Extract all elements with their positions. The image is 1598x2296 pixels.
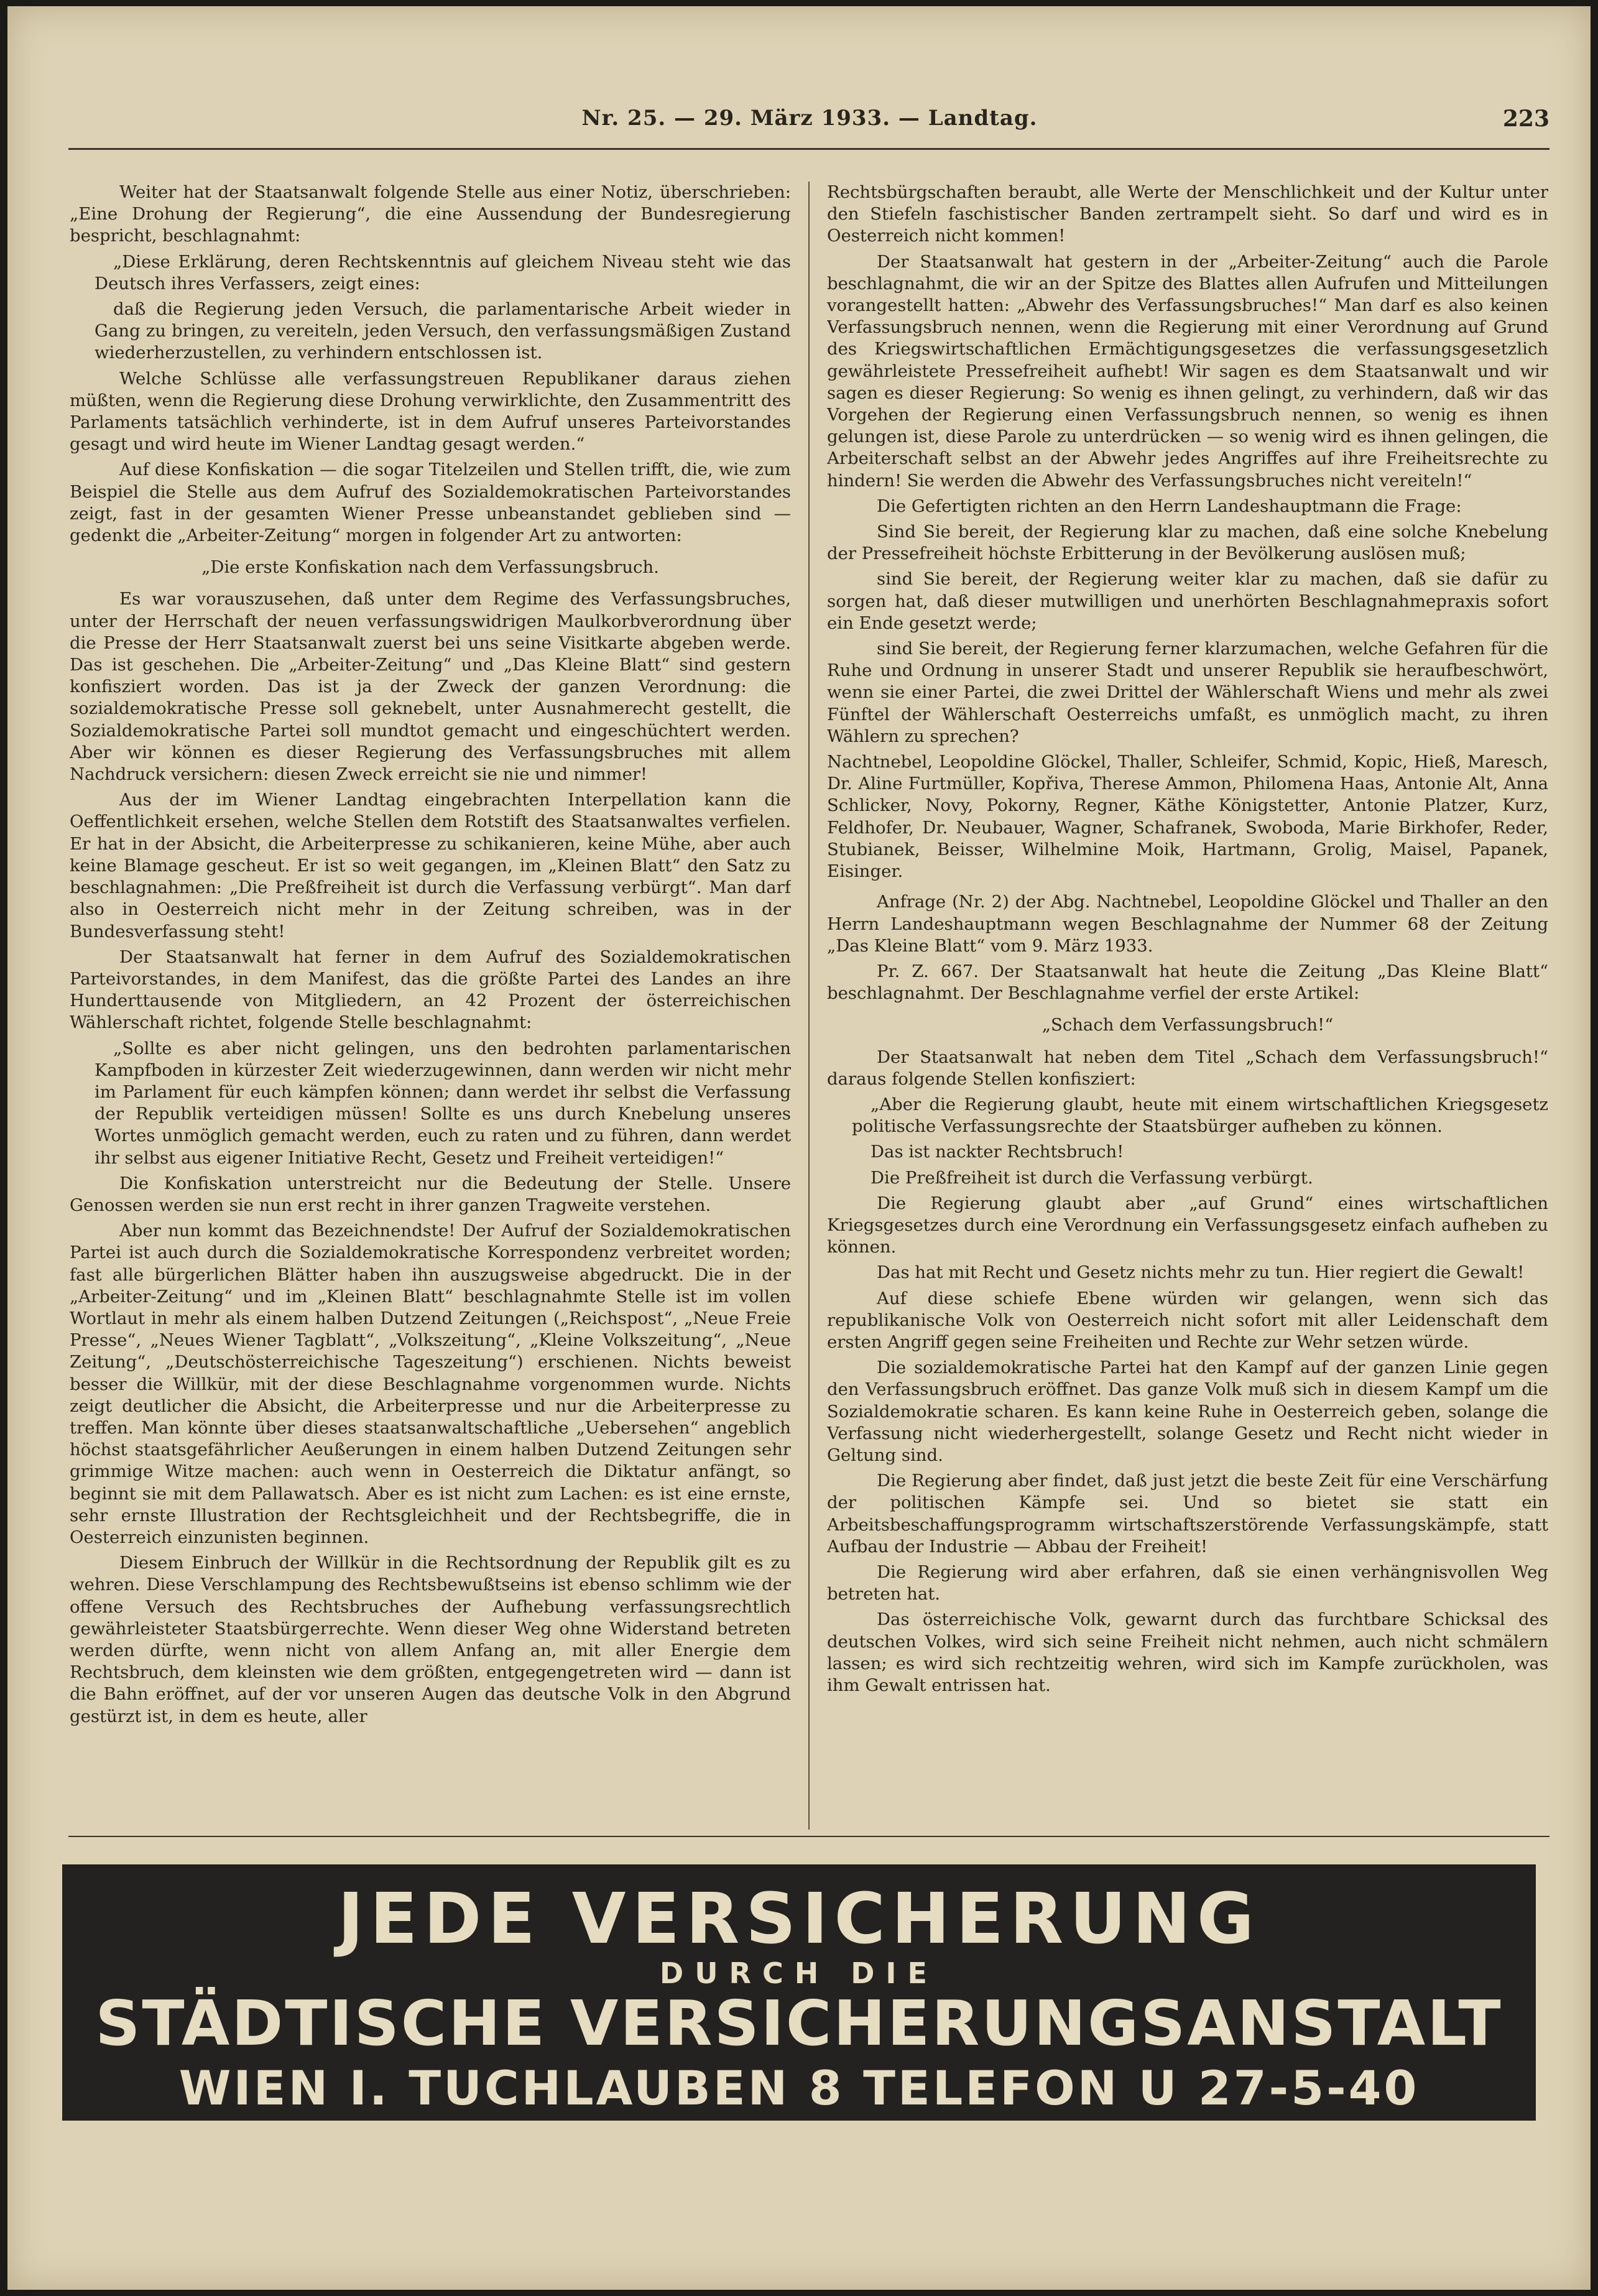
paragraph: Aus der im Wiener Landtag eingebrachten Interpellation kann die Oeffentlichkeit ersehen, welche Stellen dem Rotstift des Staatsanwaltes verfielen. Er hat in der Absicht, die Arbeiterpresse zu schikanieren, keine Mühe, aber auch keine Blamage gescheut. Er ist so weit gegangen, im „Kleinen Blatt“ den Satz zu beschlagnahmen: „Die Preßfreiheit ist durch die Verfassung verbürgt“. Man darf also in Oesterreich nicht mehr in der Zeitung schreiben, was in der Bundesverfassung steht!	[70, 790, 791, 942]
paragraph: Diesem Einbruch der Willkür in die Rechtsordnung der Republik gilt es zu wehren. Diese Verschlampung des Rechtsbewußtseins ist ebenso schlimm wie der offene Versuch des Rechtsbruches der Aufhebung verfassungsrechtlich gewährleisteter Staatsbürgerrechte. Wenn dieser Weg ohne Widerstand betreten werden dürfte, wenn nicht von allem Anfang an, mit aller Energie dem Rechtsbruch, dem kleinsten wie dem größten, entgegengetreten wird — dann ist die Bahn eröffnet, auf der vor unseren Augen das deutsche Volk in den Abgrund gestürzt ist, in dem es heute, aller	[70, 1553, 791, 1726]
quote-paragraph: „Diese Erklärung, deren Rechtskenntnis auf gleichem Niveau steht wie das Deutsch ihres Verfassers, zeigt eines:	[95, 251, 791, 294]
quote-paragraph: Die Preßfreiheit ist durch die Verfassung verbürgt.	[871, 1167, 1313, 1188]
left-column	[70, 182, 791, 1842]
ad-address: WIEN I. TUCHLAUBEN 8 TELEFON U 27-5-40	[178, 2060, 1420, 2116]
paragraph: Der Staatsanwalt hat ferner in dem Aufruf des Sozialdemokratischen Parteivorstandes, in dem Manifest, das die größte Partei des Landes an ihre Hunderttausende von Mitgliedern, an 42 Prozent der österreichischen Wählerschaft richtet, folgende Stelle beschlagnahmt:	[70, 947, 791, 1033]
paragraph: Auf diese Konfiskation — die sogar Titelzeilen und Stellen trifft, die, wie zum Beispiel die Stelle aus dem Aufruf des Sozialdemokratischen Parteivorstandes zeigt, fast in der gesamten Wiener Presse unbeanstandet geblieben sind — gedenkt die „Arbeiter-Zeitung“ morgen in folgender Art zu antworten:	[70, 460, 791, 546]
quote-paragraph: „Sollte es aber nicht gelingen, uns den bedrohten parlamentarischen Kampfboden in kürzester Zeit wiederzugewinnen, dann werden wir nicht mehr im Parlament für euch kämpfen können; dann werdet ihr selbst die Verfassung der Republik verteidigen müssen! Sollte es uns durch Knebelung unseres Wortes unmöglich gemacht werden, euch zu raten und zu führen, dann werdet ihr selbst aus eigener Initiative Recht, Gesetz und Freiheit verteidigen!“	[95, 1038, 791, 1168]
paragraph: Auf diese schiefe Ebene würden wir gelangen, wenn sich das republikanische Volk von Oesterreich nicht sofort mit aller Leidenschaft dem ersten Angriff gegen seine Freiheiten und Rechte zur Wehr setzen würde.	[827, 1288, 1548, 1352]
paragraph: Die Regierung glaubt aber „auf Grund“ eines wirtschaftlichen Kriegsgesetzes durch eine Verordnung ein Verfassungsgesetz einfach aufheben zu können.	[827, 1193, 1548, 1257]
signatories: Nachtnebel, Leopoldine Glöckel, Thaller, Schleifer, Schmid, Kopic, Hieß, Maresch, Dr. Aline Furtmüller, Kopřiva, Therese Ammon, Philomena Haas, Antonie Alt, Anna Schlicker, Novy, Pokorny, Regner, Käthe Königstetter, Antonie Platzer, Kurz, Feldhofer, Dr. Neubauer, Wagner, Schafranek, Swoboda, Marie Birkhofer, Reder, Stubianek, Beisser, Wilhelmine Moik, Hartmann, Grolig, Maisel, Papanek, Eisinger.	[827, 752, 1548, 882]
quote-paragraph: „Aber die Regierung glaubt, heute mit einem wirtschaftlichen Kriegsgesetz politische Verfassungsrechte der Staatsbürger aufheben zu können.	[852, 1094, 1548, 1137]
ad-company-name: STÄDTISCHE VERSICHERUNGSANSTALT	[95, 1987, 1503, 2060]
paragraph: Der Staatsanwalt hat gestern in der „Arbeiter-Zeitung“ auch die Parole beschlagnahmt, die wir an der Spitze des Blattes allen Aufrufen und Mitteilungen vorangestellt hatten: „Abwehr des Verfassungsbruches!“ Man darf es also keinen Verfassungsbruch nennen, wenn die Regierung mit einer Verordnung auf Grund des Kriegswirtschaftlichen Ermächtigungsgesetzes die verfassungsgesetzlich gewährleistete Pressefreiheit aufhebt! Wir sagen es dem Staatsanwalt und wir sagen es dieser Regierung: So wenig es ihnen gelingt, zu verhindern, daß wir das Vorgehen der Regierung einen Verfassungsbruch nennen, so wenig es ihnen gelungen ist, diese Parole zu unterdrücken — so wenig wird es ihnen gelingen, die Arbeiterschaft selbst an der Abwehr jedes Angriffes auf ihre Freiheitsrechte zu hindern! Sie werden die Abwehr des Verfassungsbruches nicht vereiteln!“	[827, 251, 1548, 491]
paragraph: Das österreichische Volk, gewarnt durch das furchtbare Schicksal des deutschen Volkes, wird sich seine Freiheit nicht nehmen, auch nicht schmälern lassen; es wird sich rechtzeitig wehren, wird sich im Kampfe zurückholen, was ihm Gewalt entrissen hat.	[827, 1609, 1548, 1695]
paragraph: Die Regierung wird aber erfahren, daß sie einen verhängnisvollen Weg betreten hat.	[827, 1562, 1548, 1604]
ad-headline: JEDE VERSICHERUNG	[338, 1879, 1260, 1960]
question-paragraph: sind Sie bereit, der Regierung weiter klar zu machen, daß sie dafür zu sorgen hat, daß dieser mutwilligen und unerhörten Beschlagnahmepraxis sofort ein Ende gesetzt werde;	[827, 569, 1548, 633]
question-paragraph: sind Sie bereit, der Regierung ferner klarzumachen, welche Gefahren für die Ruhe und Ordnung in unserer Stadt und unserer Republik sie heraufbeschwört, wenn sie einer Partei, die zwei Drittel der Wählerschaft Wiens und mehr als zwei Fünftel der Wählerschaft Oesterreichs umfaßt, es unmöglich macht, zu ihren Wählern zu sprechen?	[827, 639, 1548, 746]
header-rule	[68, 148, 1550, 150]
quote-paragraph: daß die Regierung jeden Versuch, die parlamentarische Arbeit wieder in Gang zu bringen, zu vereiteln, jeden Versuch, den verfassungsmäßigen Zustand wiederherzustellen, zu verhindern entschlossen ist.	[95, 299, 791, 363]
article-heading: „Schach dem Verfassungsbruch!“	[1041, 1015, 1334, 1035]
paragraph: Es war vorauszusehen, daß unter dem Regime des Verfassungsbruches, unter der Herrschaft der neuen verfassungswidrigen Maulkorbverordnung über die Presse der Herr Staatsanwalt zuerst bei uns seine Visitkarte abgeben werde. Das ist geschehen. Die „Arbeiter-Zeitung“ und „Das Kleine Blatt“ sind gestern konfisziert worden. Das ist ja der Zweck der ganzen Verordnung: die sozialdemokratische Presse soll geknebelt, unter Ausnahmerecht gestellt, die Sozialdemokratische Partei soll mundtot gemacht und eingeschüchtert werden. Aber wir können es dieser Regierung des Verfassungsbruches mit allem Nachdruck versichern: diesen Zweck erreicht sie nie und nimmer!	[70, 589, 791, 785]
insurance-advertisement	[62, 1864, 1536, 2121]
page-header	[70, 106, 1550, 149]
paragraph: Die sozialdemokratische Partei hat den Kampf auf der ganzen Linie gegen den Verfassungsbruch eröffnet. Das ganze Volk muß sich in diesem Kampf um die Sozialdemokratie scharen. Es kann keine Ruhe in Oesterreich geben, solange die Verfassung nicht wiederhergestellt, solange Gesetz und Recht nicht wieder in Geltung sind.	[827, 1358, 1548, 1465]
page-number: 223	[1502, 106, 1550, 132]
paragraph: Aber nun kommt das Bezeichnendste! Der Aufruf der Sozialdemokratischen Partei ist auch durch die Sozialdemokratische Korrespondenz verbreitet worden; fast alle bürgerlichen Blätter haben ihn auszugsweise abgedruckt. Die in der „Arbeiter-Zeitung“ und im „Kleinen Blatt“ beschlagnahmte Stelle ist im vollen Wortlaut in mehr als einem halben Dutzend Zeitungen („Reichspost“, „Neue Freie Presse“, „Neues Wiener Tagblatt“, „Volkszeitung“, „Kleine Volkszeitung“, „Neue Zeitung“, „Deutschösterreichische Tageszeitung“) erschienen. Nichts beweist besser die Willkür, mit der diese Beschlagnahme vorgenommen wurde. Nichts zeigt deutlicher die Absicht, die Arbeiterpresse und nur die Arbeiterpresse zu treffen. Man könnte über dieses staatsanwaltschaftliche „Uebersehen“ angeblich höchst staatsgefährlicher Aeußerungen in einem halben Dutzend Zeitungen sehr grimmige Witze machen: auch wenn in Oesterreich die Diktatur anfängt, so beginnt sie mit dem Pallawatsch. Aber es ist nicht zum Lachen: es ist eine ernste, sehr ernste Illustration der Rechtsgleichheit und der Rechtsbegriffe, die in Oesterreich einzunisten beginnen.	[70, 1221, 791, 1547]
ad-subline: DURCH DIE	[660, 1956, 938, 1990]
paragraph: Die Gefertigten richten an den Herrn Landeshauptmann die Frage:	[877, 496, 1462, 516]
paragraph: Pr. Z. 667. Der Staatsanwalt hat heute die Zeitung „Das Kleine Blatt“ beschlagnahmt. Der Beschlagnahme verfiel der erste Artikel:	[827, 961, 1548, 1004]
question-paragraph: Sind Sie bereit, der Regierung klar zu machen, daß eine solche Knebelung der Pressefreiheit höchste Erbitterung in der Bevölkerung auslösen muß;	[827, 522, 1548, 564]
paragraph: Weiter hat der Staatsanwalt folgende Stelle aus einer Notiz, überschrieben: „Eine Drohung der Regierung“, die eine Aussendung der Bundesregierung bespricht, beschlagnahmt:	[70, 182, 791, 246]
paragraph: Das hat mit Recht und Gesetz nichts mehr zu tun. Hier regiert die Gewalt!	[877, 1262, 1525, 1283]
column-divider	[808, 182, 810, 1830]
paragraph: Die Regierung aber findet, daß just jetzt die beste Zeit für eine Verschärfung der politischen Kämpfe sei. Und so bietet sie statt ein Arbeitsbeschaffungsprogramm wirtschaftszerstörende Verfassungskämpfe, statt Aufbau der Industrie — Abbau der Freiheit!	[827, 1471, 1548, 1557]
paragraph: Welche Schlüsse alle verfassungstreuen Republikaner daraus ziehen müßten, wenn die Regierung diese Drohung verwirklichte, den Zusammentritt des Parlaments tatsächlich verhinderte, ist in dem Aufruf unseres Parteivorstandes gesagt und wird heute im Wiener Landtag gesagt werden.“	[70, 368, 791, 455]
right-column	[827, 182, 1548, 1842]
quote-paragraph: Das ist nackter Rechtsbruch!	[871, 1142, 1124, 1162]
bottom-rule	[68, 1836, 1550, 1837]
newspaper-page	[7, 6, 1591, 2290]
header-title: Nr. 25. — 29. März 1933. — Landtag.	[581, 106, 1038, 131]
inquiry-heading: Anfrage (Nr. 2) der Abg. Nachtnebel, Leopoldine Glöckel und Thaller an den Herrn Landeshauptmann wegen Beschlagnahme der Nummer 68 der Zeitung „Das Kleine Blatt“ vom 9. März 1933.	[827, 892, 1548, 956]
paragraph: Der Staatsanwalt hat neben dem Titel „Schach dem Verfassungsbruch!“ daraus folgende Stellen konfisziert:	[827, 1047, 1548, 1089]
article-heading: „Die erste Konfiskation nach dem Verfassungsbruch.	[201, 557, 659, 578]
paragraph: Die Konfiskation unterstreicht nur die Bedeutung der Stelle. Unsere Genossen werden sie nun erst recht in ihrer ganzen Tragweite verstehen.	[70, 1173, 791, 1215]
paragraph: Rechtsbürgschaften beraubt, alle Werte der Menschlichkeit und der Kultur unter den Stiefeln faschistischer Banden zertrampelt sieht. So darf und wird es in Oesterreich nicht kommen!	[827, 182, 1548, 246]
